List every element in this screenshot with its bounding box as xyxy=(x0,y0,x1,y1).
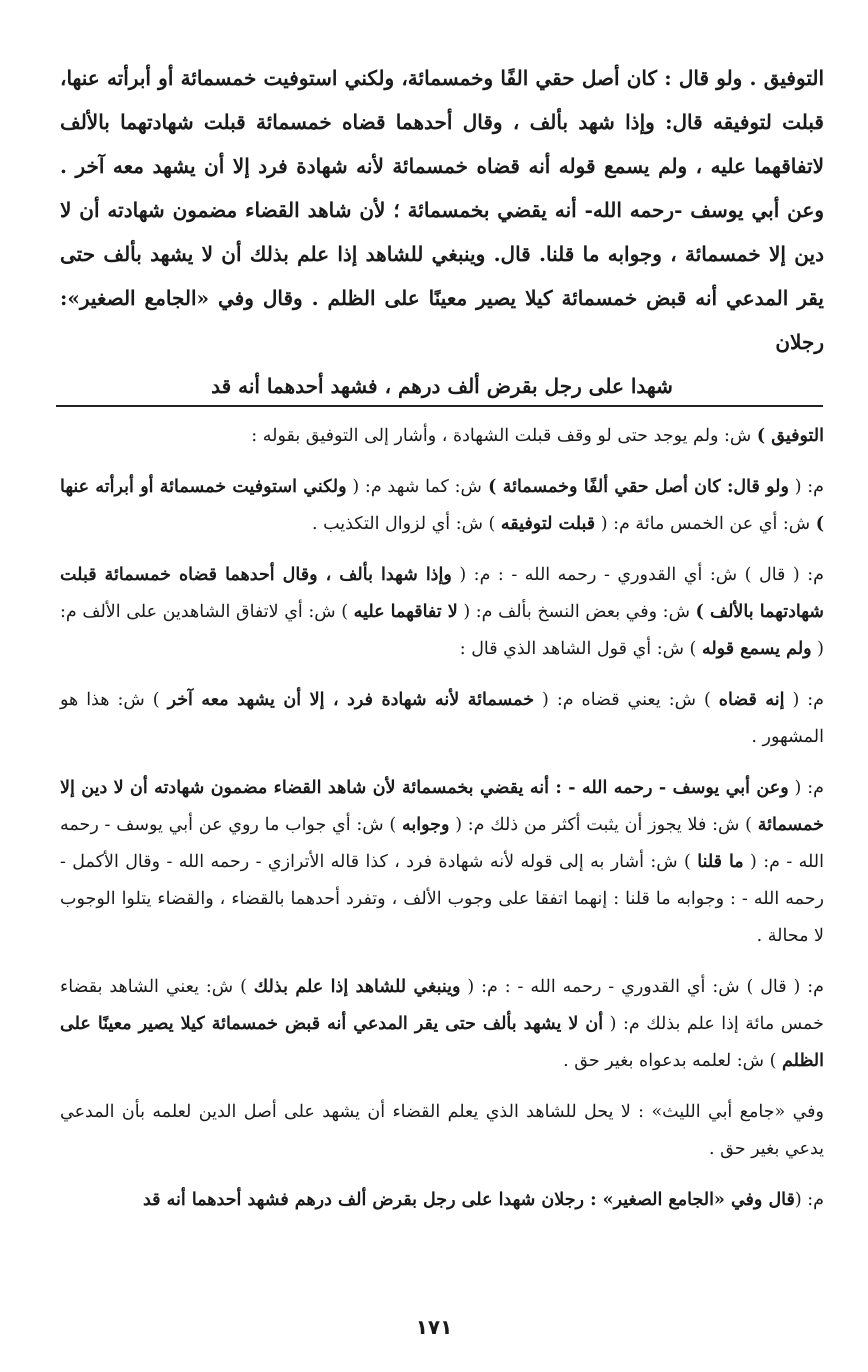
commentary-paragraph-3 xyxy=(60,557,824,668)
commentary-text: ) ش: أي لزوال التكذيب . xyxy=(311,514,501,534)
commentary-paragraph-4 xyxy=(60,682,824,756)
commentary-paragraph-1 xyxy=(60,418,824,455)
commentary-text: ش: كما شهد م: ( xyxy=(346,477,482,497)
commentary-text: ) ش: فلا يجوز أن يثبت أكثر من ذلك م: ( xyxy=(449,815,758,835)
commentary-bold: قال وفي «الجامع الصغير» : رجلان شهدا على رجل بقرض ألف درهم فشهد أحدهما أنه قد xyxy=(142,1190,795,1210)
commentary-bold: لا تفاقهما عليه xyxy=(353,602,458,622)
commentary-bold: وعن أبي يوسف - رحمه الله - : أنه يقضي بخمسمائة لأن شاهد القضاء مضمون شهادته أن لا دين إلا خمسمائة xyxy=(60,778,824,835)
main-text xyxy=(60,56,824,408)
commentary-text: م: ( xyxy=(788,477,825,497)
commentary-paragraph-6 xyxy=(60,969,824,1080)
commentary-bold: خمسمائة لأنه شهادة فرد ، إلا أن يشهد معه آخر xyxy=(167,690,535,710)
commentary-text: وفي «جامع أبي الليث» : لا يحل للشاهد الذي يعلم القضاء أن يشهد على أصل الدين لعلمه بأن المدعي يدعي بغير حق . xyxy=(60,1102,824,1159)
page-number: ١٧١ xyxy=(415,1315,453,1339)
commentary-bold: ولو قال: كان أصل حقي ألفًا وخمسمائة ) xyxy=(481,477,789,497)
section-divider xyxy=(56,405,823,407)
commentary-text: ) ش: يعني قضاه م: ( xyxy=(534,690,719,710)
commentary-text: م: ( xyxy=(784,690,824,710)
commentary-paragraph-8 xyxy=(60,1182,824,1219)
commentary-text: م: ( xyxy=(794,1190,824,1210)
commentary-text: ) ش: أي جواب ما روي عن أبي يوسف - رحمه الله - م: ( xyxy=(60,815,825,872)
commentary-bold: وجوابه xyxy=(402,815,450,835)
commentary-text: ) ش: أي قول الشاهد الذي قال : xyxy=(459,639,702,659)
commentary-text: م: ( قال ) ش: أي القدوري - رحمه الله - : م: ( xyxy=(451,565,824,585)
commentary-paragraph-2 xyxy=(60,469,824,543)
commentary-bold: قبلت لتوفيقه xyxy=(500,514,596,534)
commentary-text: ) ش: أي لاتفاق الشاهدين على الألف م: ( xyxy=(60,602,824,659)
commentary-text: ) ش: لعلمه بدعواه بغير حق . xyxy=(563,1051,782,1071)
commentary-text: ش: ولم يوجد حتى لو وقف قبلت الشهادة ، وأشار إلى التوفيق بقوله : xyxy=(251,426,757,446)
commentary-text: ) ش: يعني الشاهد بقضاء خمس مائة إذا علم بذلك م: ( xyxy=(60,977,824,1034)
commentary-text: ش: أي عن الخمس مائة م: ( xyxy=(595,514,816,534)
commentary-bold: أن لا يشهد بألف حتى يقر المدعي أنه قبض خمسمائة كيلا يصير معينًا على الظلم xyxy=(60,1014,824,1071)
commentary-text: م: ( قال ) ش: أي القدوري - رحمه الله - : م: ( xyxy=(460,977,824,997)
commentary-text: م: ( xyxy=(788,778,824,798)
commentary xyxy=(60,418,824,1233)
main-text-paragraph xyxy=(60,56,824,408)
main-text-body: التوفيق . ولو قال : كان أصل حقي الفًا وخمسمائة، ولكني استوفيت خمسمائة أو أبرأته عنها، قبلت لتوفيقه قال: وإذا شهد بألف ، وقال أحدهما قضاه خمسمائة قبلت شهادتهما بالألف لاتفاقهما عليه ، ولم يسمع قوله أنه قضاه خمسمائة لأنه شهادة فرد إلا أن يشهد معه آخر . وعن أبي يوسف -رحمه الله- أنه يقضي بخمسمائة ؛ لأن شاهد القضاء مضمون شهادته أن لا دين إلا خمسمائة ، وجوابه ما قلنا. قال. وينبغي للشاهد إذا علم بذلك أن لا يشهد بألف حتى يقر المدعي أنه قبض خمسمائة كيلا يصير معينًا على الظلم . وقال وفي «الجامع الصغير»: رجلان xyxy=(60,66,824,354)
commentary-bold: إنه قضاه xyxy=(718,690,785,710)
commentary-text: ش: وفي بعض النسخ بألف م: ( xyxy=(457,602,696,622)
commentary-text: ) ش: هذا هو المشهور . xyxy=(60,690,824,747)
commentary-bold: التوفيق ) xyxy=(756,426,824,446)
commentary-bold: ما قلنا xyxy=(697,852,744,872)
commentary-paragraph-7 xyxy=(60,1094,824,1168)
commentary-bold: ولكني استوفيت خمسمائة أو أبرأته عنها ) xyxy=(60,477,824,534)
commentary-text: ) ش: أشار به إلى قوله لأنه شهادة فرد ، كذا قاله الأترازي - رحمه الله - وقال الأكمل - رحمه الله - : وجوابه ما قلنا : إنهما اتفقا على وجوب الألف ، وتفرد أحدهما بالقضاء ، والقضاء يتلوا الوجوب لا محالة . xyxy=(60,852,824,946)
commentary-bold: وإذا شهدا بألف ، وقال أحدهما قضاه خمسمائة قبلت شهادتهما بالألف ) xyxy=(60,565,824,622)
main-text-last-line: شهدا على رجل بقرض ألف درهم ، فشهد أحدهما أنه قد xyxy=(211,374,673,398)
commentary-bold: ولم يسمع قوله xyxy=(701,639,812,659)
commentary-bold: وينبغي للشاهد إذا علم بذلك xyxy=(253,977,461,997)
commentary-paragraph-5 xyxy=(60,770,824,955)
